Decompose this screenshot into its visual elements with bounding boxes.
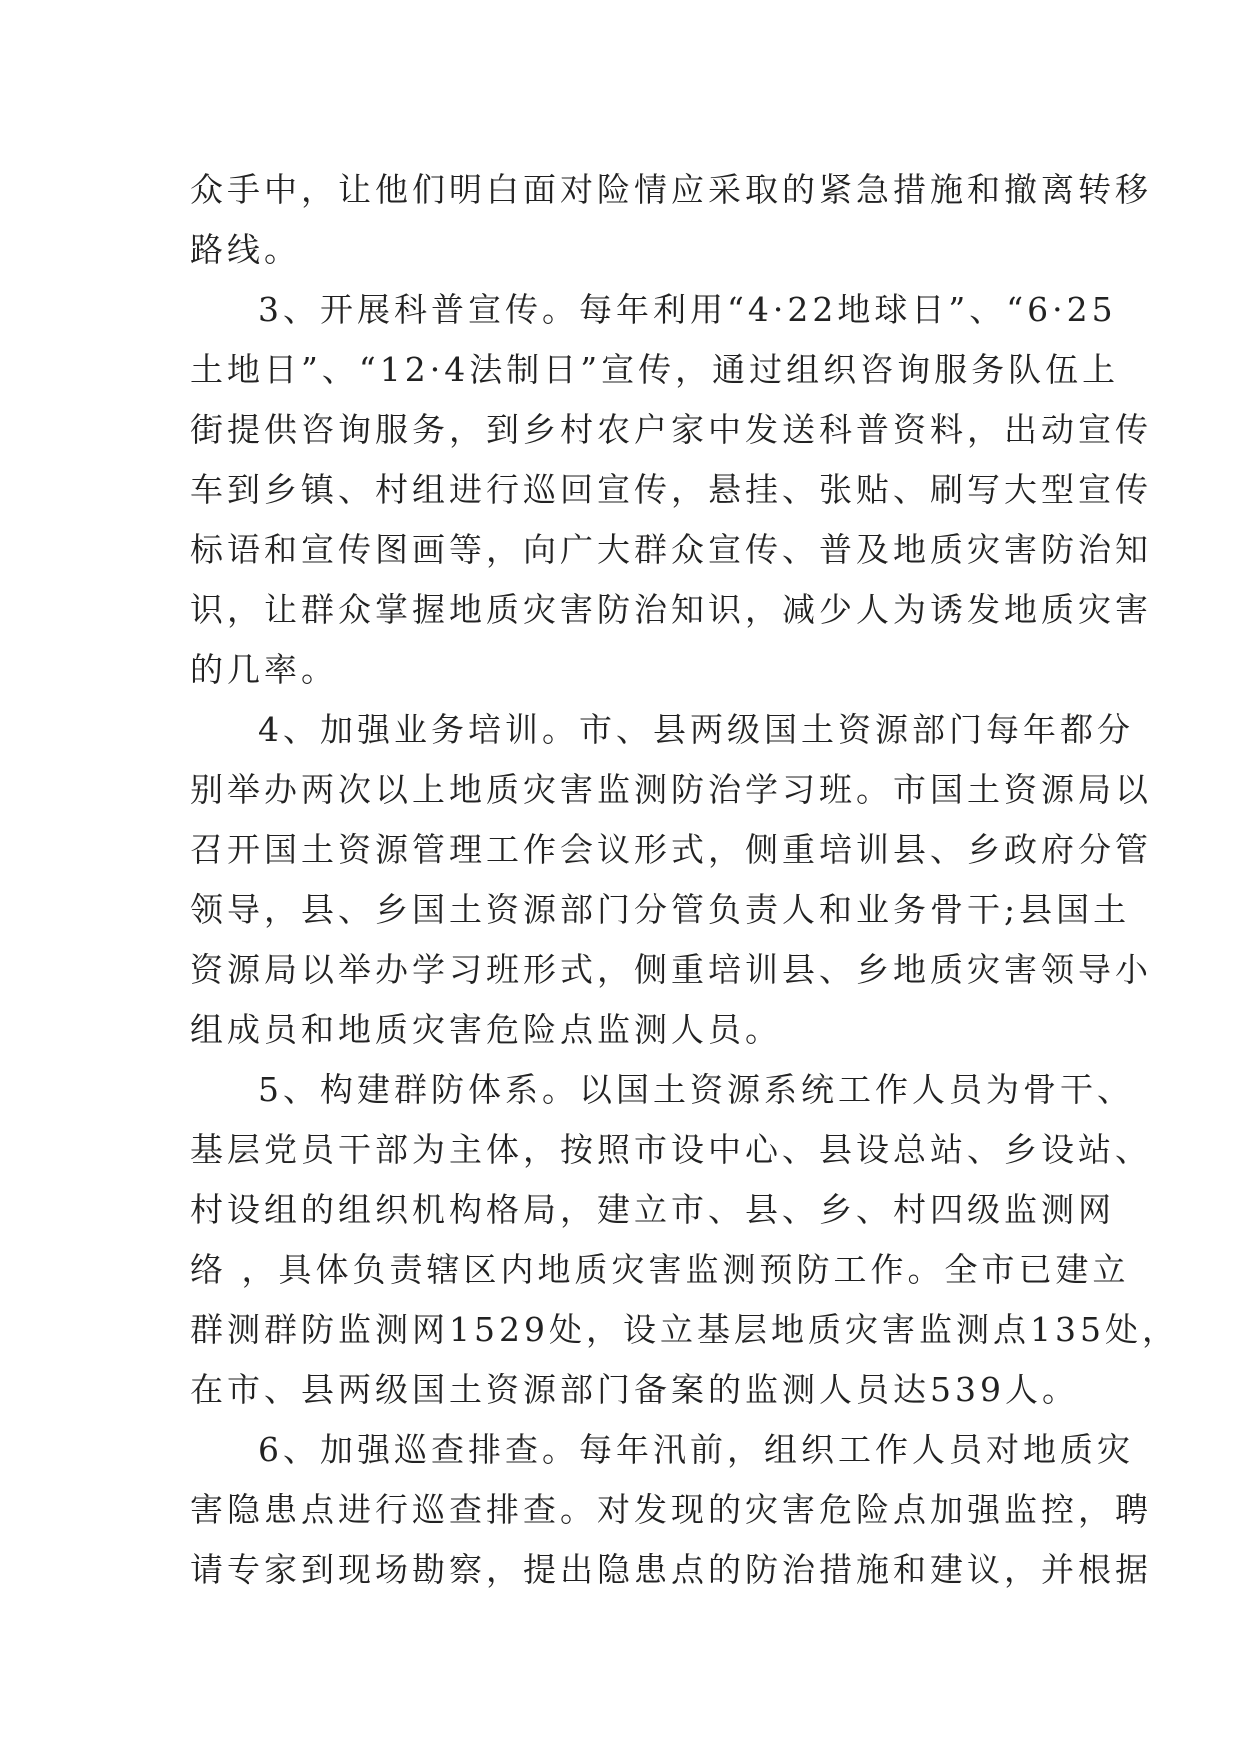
text-line: 在市、县两级国土资源部门备案的监测人员达539人。 (190, 1370, 1079, 1409)
text-line: 众手中，让他们明白面对险情应采取的紧急措施和撤离转移 (190, 170, 1152, 209)
text-line: 路线。 (190, 230, 301, 269)
text-line: 土地日”、“12·4法制日”宣传，通过组织咨询服务队伍上 (190, 350, 1120, 389)
paragraph-start-6: 6、加强巡查排查。每年汛前，组织工作人员对地质灾 (258, 1430, 1134, 1469)
paragraph-start-4: 4、加强业务培训。市、县两级国土资源部门每年都分 (258, 710, 1134, 749)
text-line: 标语和宣传图画等，向广大群众宣传、普及地质灾害防治知 (190, 530, 1152, 569)
text-line: 络 ，具体负责辖区内地质灾害监测预防工作。全市已建立 (190, 1250, 1130, 1289)
document-body (190, 160, 1179, 1600)
text-line: 资源局以举办学习班形式，侧重培训县、乡地质灾害领导小 (190, 950, 1152, 989)
paragraph-start-3: 3、开展科普宣传。每年利用“4·22地球日”、“6·25 (258, 290, 1117, 329)
text-line: 群测群防监测网1529处，设立基层地质灾害监测点135处， (190, 1310, 1179, 1349)
text-line: 领导，县、乡国土资源部门分管负责人和业务骨干;县国土 (190, 890, 1131, 929)
text-line: 基层党员干部为主体，按照市设中心、县设总站、乡设站、 (190, 1130, 1152, 1169)
text-line: 街提供咨询服务，到乡村农户家中发送科普资料，出动宣传 (190, 410, 1152, 449)
text-line: 请专家到现场勘察，提出隐患点的防治措施和建议，并根据 (190, 1550, 1152, 1589)
text-line: 别举办两次以上地质灾害监测防治学习班。市国土资源局以 (190, 770, 1152, 809)
text-line: 组成员和地质灾害危险点监测人员。 (190, 1010, 782, 1049)
text-line: 识，让群众掌握地质灾害防治知识，减少人为诱发地质灾害 (190, 590, 1152, 629)
text-line: 车到乡镇、村组进行巡回宣传，悬挂、张贴、刷写大型宣传 (190, 470, 1152, 509)
text-line: 害隐患点进行巡查排查。对发现的灾害危险点加强监控，聘 (190, 1490, 1152, 1529)
text-line: 的几率。 (190, 650, 338, 689)
text-line: 召开国土资源管理工作会议形式，侧重培训县、乡政府分管 (190, 830, 1152, 869)
paragraph-start-5: 5、构建群防体系。以国土资源系统工作人员为骨干、 (258, 1070, 1134, 1109)
text-line: 村设组的组织机构格局，建立市、县、乡、村四级监测网 (190, 1190, 1115, 1229)
